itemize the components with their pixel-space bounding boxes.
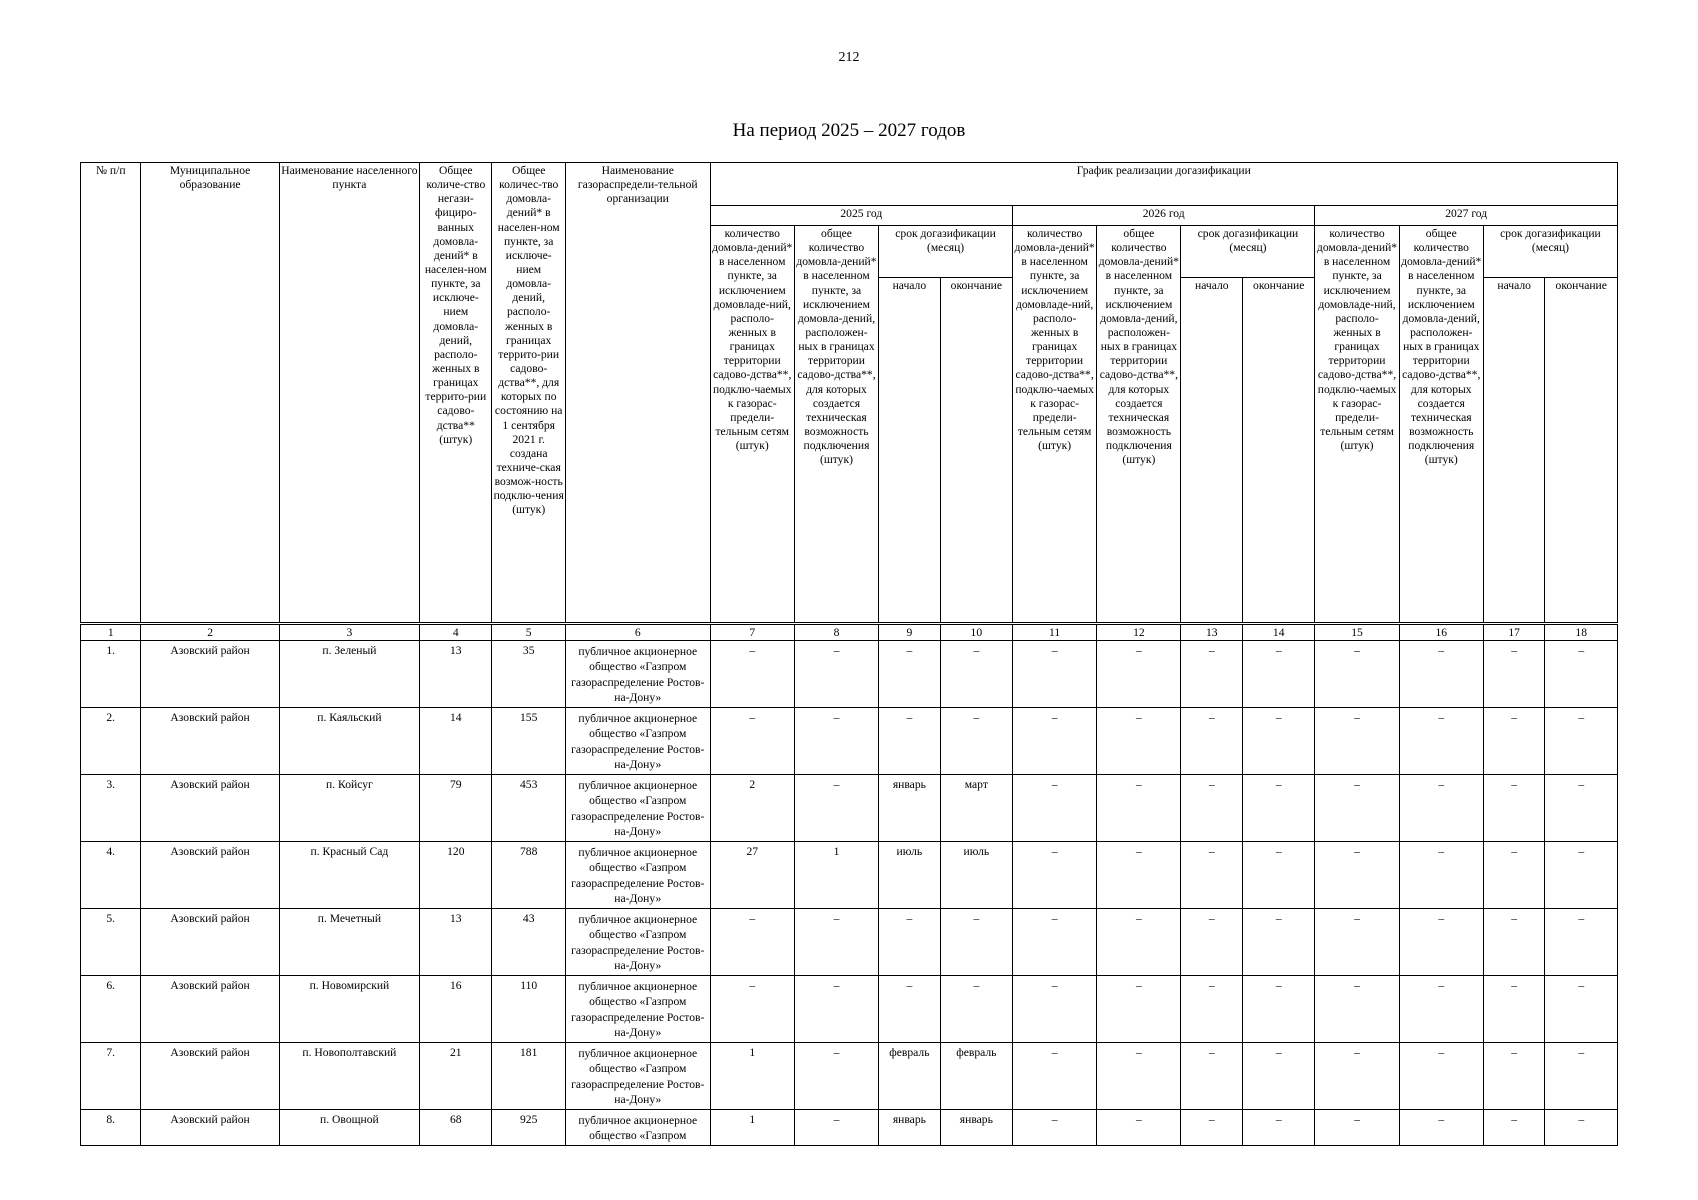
- schedule-cell: –: [1483, 1110, 1545, 1146]
- schedule-cell: –: [1243, 775, 1315, 842]
- column-number: 6: [565, 624, 710, 641]
- schedule-cell: –: [1315, 976, 1399, 1043]
- schedule-cell: январь: [940, 1110, 1012, 1146]
- municipality-cell: Азовский район: [141, 1110, 279, 1146]
- header-count-connected: количество домовла-дений* в населенном пункте, за исключением домовладе-ний, располо-женных в границах территории садово-дства**, подклю-чаемых к газорас-предели-тельным сетям (штук): [710, 226, 794, 624]
- table-row: [81, 775, 1618, 842]
- row-number: 2.: [81, 708, 141, 775]
- row-number: 6.: [81, 976, 141, 1043]
- header-end: окончание: [940, 278, 1012, 624]
- schedule-cell: март: [940, 775, 1012, 842]
- schedule-cell: –: [1399, 976, 1483, 1043]
- schedule-cell: 2: [710, 775, 794, 842]
- schedule-cell: –: [710, 909, 794, 976]
- municipality-cell: Азовский район: [141, 708, 279, 775]
- organization-cell: публичное акционерное общество «Газпром газораспределение Ростов-на-Дону»: [565, 909, 710, 976]
- schedule-cell: –: [1315, 1043, 1399, 1110]
- schedule-cell: –: [794, 1110, 878, 1146]
- schedule-cell: –: [1181, 909, 1243, 976]
- organization-cell: публичное акционерное общество «Газпром газораспределение Ростов-на-Дону»: [565, 1043, 710, 1110]
- gasification-table: [80, 162, 1618, 1146]
- organization-cell: публичное акционерное общество «Газпром: [565, 1110, 710, 1146]
- schedule-cell: –: [794, 976, 878, 1043]
- settlement-cell: п. Зеленый: [279, 641, 419, 708]
- schedule-cell: июль: [879, 842, 941, 909]
- column-number: 17: [1483, 624, 1545, 641]
- schedule-cell: –: [1243, 976, 1315, 1043]
- schedule-cell: –: [1181, 775, 1243, 842]
- municipality-cell: Азовский район: [141, 976, 279, 1043]
- row-number: 8.: [81, 1110, 141, 1146]
- schedule-cell: –: [1097, 1110, 1181, 1146]
- schedule-cell: –: [1013, 1043, 1097, 1110]
- header-year-2027: 2027 год: [1315, 206, 1618, 226]
- schedule-cell: –: [1013, 842, 1097, 909]
- schedule-cell: –: [794, 909, 878, 976]
- column-number: 18: [1545, 624, 1618, 641]
- column-number: 7: [710, 624, 794, 641]
- schedule-cell: –: [879, 909, 941, 976]
- schedule-cell: –: [710, 976, 794, 1043]
- column-number: 4: [420, 624, 492, 641]
- schedule-cell: февраль: [940, 1043, 1012, 1110]
- header-term: срок догазификации (месяц): [879, 226, 1013, 278]
- schedule-cell: –: [1399, 1043, 1483, 1110]
- schedule-cell: –: [1181, 1110, 1243, 1146]
- schedule-cell: –: [1243, 641, 1315, 708]
- column-number: 10: [940, 624, 1012, 641]
- schedule-cell: –: [1243, 842, 1315, 909]
- table-body: [81, 624, 1618, 1146]
- municipality-cell: Азовский район: [141, 842, 279, 909]
- header-start: начало: [1181, 278, 1243, 624]
- schedule-cell: –: [1399, 641, 1483, 708]
- schedule-cell: –: [1097, 1043, 1181, 1110]
- header-schedule: График реализации догазификации: [710, 163, 1617, 206]
- schedule-cell: –: [1243, 1043, 1315, 1110]
- schedule-cell: –: [940, 641, 1012, 708]
- schedule-cell: –: [1013, 1110, 1097, 1146]
- organization-cell: публичное акционерное общество «Газпром газораспределение Ростов-на-Дону»: [565, 842, 710, 909]
- table-row: [81, 976, 1618, 1043]
- organization-cell: публичное акционерное общество «Газпром газораспределение Ростов-на-Дону»: [565, 641, 710, 708]
- schedule-cell: январь: [879, 1110, 941, 1146]
- capable-count-cell: 43: [492, 909, 565, 976]
- schedule-cell: –: [1013, 909, 1097, 976]
- schedule-cell: –: [1315, 909, 1399, 976]
- schedule-cell: –: [1545, 909, 1618, 976]
- schedule-cell: –: [940, 976, 1012, 1043]
- schedule-cell: –: [1545, 842, 1618, 909]
- organization-cell: публичное акционерное общество «Газпром газораспределение Ростов-на-Дону»: [565, 976, 710, 1043]
- header-year-2025: 2025 год: [710, 206, 1012, 226]
- table-header: [81, 163, 1618, 624]
- header-settlement: Наименование населенного пункта: [279, 163, 419, 624]
- header-col4: Общее количе-ство негази-фициро-ванных домовла-дений* в населен-ном пункте, за исключе-нием домовла-дений, располо-женных в границах террито-рии садово-дства** (штук): [420, 163, 492, 624]
- schedule-cell: –: [794, 775, 878, 842]
- ungasified-count-cell: 14: [420, 708, 492, 775]
- page-number: 212: [838, 50, 860, 65]
- schedule-cell: –: [940, 708, 1012, 775]
- ungasified-count-cell: 16: [420, 976, 492, 1043]
- ungasified-count-cell: 13: [420, 909, 492, 976]
- capable-count-cell: 110: [492, 976, 565, 1043]
- schedule-cell: –: [1483, 775, 1545, 842]
- schedule-cell: –: [1545, 708, 1618, 775]
- schedule-cell: –: [1399, 842, 1483, 909]
- page-title: На период 2025 – 2027 годов: [732, 120, 966, 141]
- column-number: 3: [279, 624, 419, 641]
- schedule-cell: –: [879, 641, 941, 708]
- schedule-cell: –: [1483, 708, 1545, 775]
- schedule-cell: –: [1243, 1110, 1315, 1146]
- schedule-cell: –: [1483, 909, 1545, 976]
- header-end: окончание: [1243, 278, 1315, 624]
- row-number: 7.: [81, 1043, 141, 1110]
- schedule-cell: –: [1315, 1110, 1399, 1146]
- table-row: [81, 708, 1618, 775]
- column-number-row: [81, 624, 1618, 641]
- schedule-cell: –: [1097, 909, 1181, 976]
- table-row: [81, 842, 1618, 909]
- municipality-cell: Азовский район: [141, 641, 279, 708]
- table-row: [81, 1043, 1618, 1110]
- ungasified-count-cell: 13: [420, 641, 492, 708]
- column-number: 16: [1399, 624, 1483, 641]
- schedule-cell: –: [1097, 641, 1181, 708]
- organization-cell: публичное акционерное общество «Газпром газораспределение Ростов-на-Дону»: [565, 708, 710, 775]
- schedule-cell: –: [1097, 775, 1181, 842]
- column-number: 11: [1013, 624, 1097, 641]
- schedule-cell: –: [1483, 641, 1545, 708]
- schedule-cell: февраль: [879, 1043, 941, 1110]
- schedule-cell: –: [1181, 641, 1243, 708]
- column-number: 13: [1181, 624, 1243, 641]
- header-term: срок догазификации (месяц): [1483, 226, 1617, 278]
- schedule-cell: –: [1181, 842, 1243, 909]
- schedule-cell: –: [1315, 708, 1399, 775]
- schedule-cell: –: [1013, 775, 1097, 842]
- municipality-cell: Азовский район: [141, 909, 279, 976]
- municipality-cell: Азовский район: [141, 775, 279, 842]
- header-end: окончание: [1545, 278, 1618, 624]
- settlement-cell: п. Овощной: [279, 1110, 419, 1146]
- schedule-cell: –: [794, 708, 878, 775]
- schedule-cell: –: [1315, 641, 1399, 708]
- schedule-cell: –: [1315, 775, 1399, 842]
- column-number: 2: [141, 624, 279, 641]
- schedule-cell: –: [1013, 708, 1097, 775]
- organization-cell: публичное акционерное общество «Газпром газораспределение Ростов-на-Дону»: [565, 775, 710, 842]
- schedule-cell: –: [1181, 1043, 1243, 1110]
- schedule-cell: –: [1545, 1110, 1618, 1146]
- table-row: [81, 909, 1618, 976]
- schedule-cell: –: [1545, 976, 1618, 1043]
- schedule-cell: –: [1243, 909, 1315, 976]
- header-count-total: общее количество домовла-дений* в населенном пункте, за исключением домовла-дений, расположен-ных в границах территории садово-дства**, для которых создается техническая возможность подключения (штук): [794, 226, 878, 624]
- schedule-cell: 1: [710, 1110, 794, 1146]
- schedule-cell: –: [1483, 1043, 1545, 1110]
- settlement-cell: п. Новополтавский: [279, 1043, 419, 1110]
- header-count-connected: количество домовла-дений* в населенном пункте, за исключением домовладе-ний, располо-женных в границах территории садово-дства**, подклю-чаемых к газорас-предели-тельным сетям (штук): [1315, 226, 1399, 624]
- capable-count-cell: 181: [492, 1043, 565, 1110]
- header-count-total: общее количество домовла-дений* в населенном пункте, за исключением домовла-дений, расположен-ных в границах территории садово-дства**, для которых создается техническая возможность подключения (штук): [1399, 226, 1483, 624]
- schedule-cell: –: [1097, 708, 1181, 775]
- capable-count-cell: 35: [492, 641, 565, 708]
- column-number: 1: [81, 624, 141, 641]
- capable-count-cell: 788: [492, 842, 565, 909]
- schedule-cell: –: [1181, 976, 1243, 1043]
- settlement-cell: п. Новомирский: [279, 976, 419, 1043]
- ungasified-count-cell: 120: [420, 842, 492, 909]
- schedule-cell: –: [1399, 909, 1483, 976]
- schedule-cell: –: [1097, 976, 1181, 1043]
- table-row: [81, 1110, 1618, 1146]
- schedule-cell: –: [1013, 976, 1097, 1043]
- ungasified-count-cell: 68: [420, 1110, 492, 1146]
- schedule-cell: –: [794, 641, 878, 708]
- schedule-cell: –: [1399, 1110, 1483, 1146]
- column-number: 5: [492, 624, 565, 641]
- schedule-cell: 27: [710, 842, 794, 909]
- column-number: 9: [879, 624, 941, 641]
- settlement-cell: п. Каяльский: [279, 708, 419, 775]
- header-org: Наименование газораспредели-тельной организации: [565, 163, 710, 624]
- schedule-cell: –: [1483, 842, 1545, 909]
- settlement-cell: п. Красный Сад: [279, 842, 419, 909]
- header-count-total: общее количество домовла-дений* в населенном пункте, за исключением домовла-дений, расположен-ных в границах территории садово-дства**, для которых создается техническая возможность подключения (штук): [1097, 226, 1181, 624]
- settlement-cell: п. Койсуг: [279, 775, 419, 842]
- schedule-cell: –: [710, 641, 794, 708]
- capable-count-cell: 925: [492, 1110, 565, 1146]
- municipality-cell: Азовский район: [141, 1043, 279, 1110]
- capable-count-cell: 453: [492, 775, 565, 842]
- schedule-cell: –: [1013, 641, 1097, 708]
- schedule-cell: –: [1545, 1043, 1618, 1110]
- schedule-cell: –: [940, 909, 1012, 976]
- schedule-cell: –: [1545, 641, 1618, 708]
- column-number: 15: [1315, 624, 1399, 641]
- schedule-cell: 1: [794, 842, 878, 909]
- row-number: 4.: [81, 842, 141, 909]
- schedule-cell: 1: [710, 1043, 794, 1110]
- row-number: 1.: [81, 641, 141, 708]
- schedule-cell: –: [1243, 708, 1315, 775]
- row-number: 5.: [81, 909, 141, 976]
- schedule-cell: –: [879, 708, 941, 775]
- schedule-cell: –: [1315, 842, 1399, 909]
- schedule-cell: –: [1483, 976, 1545, 1043]
- schedule-cell: –: [879, 976, 941, 1043]
- header-term: срок догазификации (месяц): [1181, 226, 1315, 278]
- schedule-cell: –: [1097, 842, 1181, 909]
- schedule-cell: –: [794, 1043, 878, 1110]
- header-col5: Общее количес-тво домовла-дений* в населен-ном пункте, за исключе-нием домовла-дений, располо-женных в границах террито-рии садово-дства**, для которых по состоянию на 1 сентября 2021 г. создана техниче-ская возмож-ность подклю-чения (штук): [492, 163, 565, 624]
- schedule-cell: –: [1399, 775, 1483, 842]
- header-start: начало: [1483, 278, 1545, 624]
- header-count-connected: количество домовла-дений* в населенном пункте, за исключением домовладе-ний, располо-женных в границах территории садово-дства**, подклю-чаемых к газорас-предели-тельным сетям (штук): [1013, 226, 1097, 624]
- schedule-cell: –: [1181, 708, 1243, 775]
- settlement-cell: п. Мечетный: [279, 909, 419, 976]
- schedule-cell: –: [1545, 775, 1618, 842]
- ungasified-count-cell: 21: [420, 1043, 492, 1110]
- schedule-cell: –: [710, 708, 794, 775]
- header-year-2026: 2026 год: [1013, 206, 1315, 226]
- capable-count-cell: 155: [492, 708, 565, 775]
- row-number: 3.: [81, 775, 141, 842]
- column-number: 14: [1243, 624, 1315, 641]
- header-num: № п/п: [81, 163, 141, 624]
- column-number: 12: [1097, 624, 1181, 641]
- ungasified-count-cell: 79: [420, 775, 492, 842]
- header-municipality: Муниципальное образование: [141, 163, 279, 624]
- column-number: 8: [794, 624, 878, 641]
- schedule-cell: июль: [940, 842, 1012, 909]
- header-start: начало: [879, 278, 941, 624]
- table-row: [81, 641, 1618, 708]
- schedule-cell: январь: [879, 775, 941, 842]
- schedule-cell: –: [1399, 708, 1483, 775]
